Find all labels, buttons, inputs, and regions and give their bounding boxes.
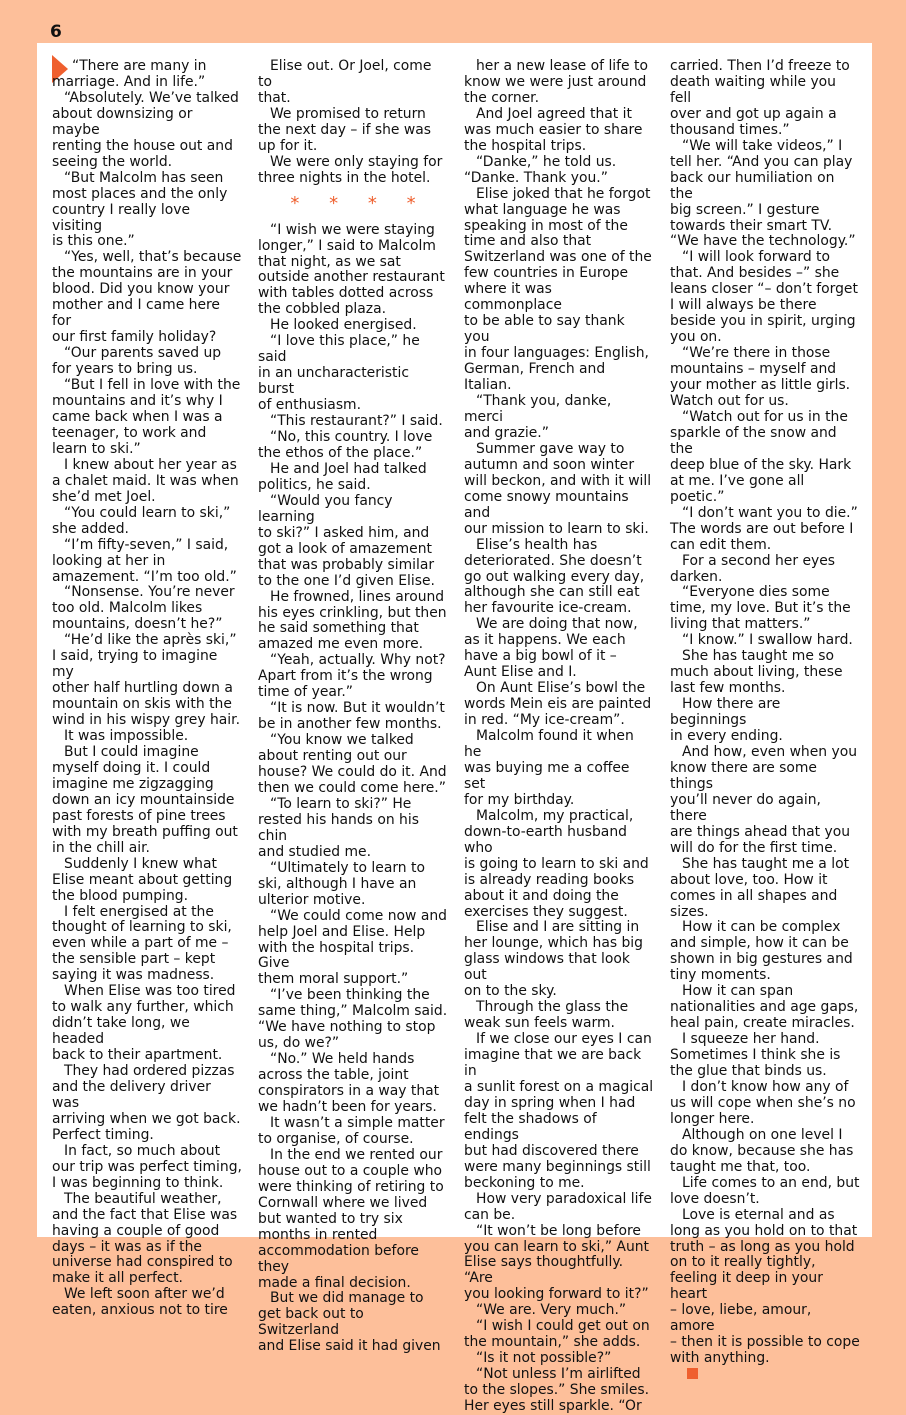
paragraph: Elise out. Or Joel, come to that.	[258, 58, 432, 106]
paragraph: “There are many in marriage. And in life.”	[52, 58, 207, 90]
end-of-story-mark	[687, 1368, 698, 1379]
paragraph: Malcolm found it when he was buying me a coffee set for my birthday.	[464, 728, 634, 808]
paragraph: She has taught me a lot about love, too. How it comes in all shapes and sizes.	[670, 855, 850, 920]
paragraph: And Joel agreed that it was much easier to share the hospital trips.	[464, 105, 643, 154]
paragraph: Life comes to an end, but love doesn’t.	[670, 1174, 860, 1207]
paragraph: How there are beginnings in every ending.	[670, 696, 783, 745]
paragraph: I don’t know how any of us will cope when she’s no longer here.	[670, 1079, 856, 1127]
paragraph: her a new lease of life to know we were just around the corner.	[464, 58, 648, 106]
paragraph: If we close our eyes I can imagine that we are back in a sunlit forest on a magical day in spring when I had felt the shadows of endings but had discovered there were many beginnings still beckoning to me.	[464, 1031, 654, 1191]
paragraph: “Watch out for us in the sparkle of the snow and the deep blue of the sky. Hark at me. I’ve gone all poetic.”	[670, 408, 852, 505]
paragraph: It was impossible.	[64, 728, 189, 745]
paragraph: For a second her eyes darken.	[670, 552, 836, 585]
paragraph: Elise joked that he forgot what language he was speaking in most of the time and also that Switzerland was one of the few countries in Europe where it was commonplace to be able to say thank you in four languages: English, German, French and Italian.	[464, 185, 652, 394]
paragraph: “I will look forward to that. And besides –” she leans closer “– don’t forget I will always be there beside you in spirit, urging you on.	[670, 249, 858, 346]
paragraph: “I love this place,” he said in an uncharacteristic burst of enthusiasm.	[258, 333, 420, 414]
paragraph: “We’re there in those mountains – myself and your mother as little girls. Watch out for us.	[670, 345, 851, 410]
paragraph: carried. Then I’d freeze to death waiting while you fell over and got up again a thousand times.”	[670, 58, 850, 138]
paragraph: “This restaurant?” I said.	[270, 413, 443, 430]
paragraph: I squeeze her hand. Sometimes I think she is the glue that binds us.	[670, 1031, 841, 1080]
paragraph: We are doing that now, as it happens. We each have a big bowl of it – Aunt Elise and I.	[464, 616, 638, 681]
text-column-4	[670, 59, 860, 1383]
paragraph: He and Joel had talked politics, he said.	[258, 460, 427, 493]
paragraph: “He’d like the après ski,” I said, trying to imagine my other half hurtling down a mountain on skis with the wind in his wispy grey hair.	[52, 632, 240, 729]
paragraph: In fact, so much about our trip was perfect timing, I was beginning to think.	[52, 1142, 242, 1191]
paragraph: “Would you fancy learning to ski?” I asked him, and got a look of amazement that was probably similar to the one I’d given Elise.	[258, 492, 435, 589]
paragraph: And how, even when you know there are some things you’ll never do again, there are things ahead that you will do for the first time.	[670, 743, 858, 856]
paragraph: But we did manage to get back out to Switzerland and Elise said it had given	[258, 1290, 441, 1355]
paragraph: We promised to return the next day – if she was up for it.	[258, 105, 432, 154]
paragraph: I felt energised at the thought of learning to ski, even while a part of me – the sensible part – kept saying it was madness.	[52, 903, 232, 984]
paragraph: “It is now. But it wouldn’t be in another few months.	[258, 700, 445, 733]
paragraph: “But I fell in love with the mountains and it’s why I came back when I was a teenager, to work and learn to ski.”	[52, 377, 241, 457]
section-separator: * * * *	[290, 192, 428, 214]
paragraph: “I don’t want you to die.” The words are out before I can edit them.	[670, 504, 858, 553]
paragraph: “But Malcolm has seen most places and the only country I really love visiting is this one.”	[52, 169, 228, 250]
last-paragraph	[670, 1367, 860, 1383]
paragraph: “Our parents saved up for years to bring us.	[52, 345, 222, 378]
paragraph: “Nonsense. You’re never too old. Malcolm likes mountains, doesn’t he?”	[52, 584, 235, 633]
paragraph: He frowned, lines around his eyes crinkling, but then he said something that amazed me even more.	[258, 588, 447, 653]
paragraph: How it can be complex and simple, how it can be shown in big gestures and tiny moments.	[670, 919, 853, 984]
paragraph: “Everyone dies some time, my love. But it’s the living that matters.”	[670, 584, 851, 633]
paragraph: “It won’t be long before you can learn to ski,” Aunt Elise says thoughtfully. “Are you looking forward to it?”	[464, 1222, 649, 1303]
paragraph: Although on one level I do know, because she has taught me that, too.	[670, 1126, 854, 1175]
paragraph: I knew about her year as a chalet maid. It was when she’d met Joel.	[52, 456, 239, 505]
paragraph: “Yeah, actually. Why not? Apart from it’s the wrong time of year.”	[258, 652, 446, 701]
paragraph: “Thank you, danke, merci and grazie.”	[464, 393, 612, 441]
paragraph: “Is it not possible?”	[476, 1350, 612, 1367]
paragraph: In the end we rented our house out to a couple who were thinking of retiring to Cornwall where we lived but wanted to try six months in rented accommodation before they made a final decision.	[258, 1146, 444, 1291]
paragraph: “Absolutely. We’ve talked about downsizing or maybe renting the house out and seeing the world.	[52, 89, 239, 170]
paragraph: Summer gave way to autumn and soon winter will beckon, and with it will come snowy mountains and our mission to learn to ski.	[464, 440, 652, 537]
paragraph: Suddenly I knew what Elise meant about getting the blood pumping.	[52, 855, 233, 904]
paragraph: They had ordered pizzas and the delivery driver was arriving when we got back. Perfect timing.	[52, 1063, 241, 1143]
paragraph: How very paradoxical life can be.	[464, 1190, 652, 1223]
text-column-3	[464, 59, 654, 1415]
paragraph: The beautiful weather, and the fact that Elise was having a couple of good days – it was as if the universe had conspired to make it all perfect.	[52, 1190, 238, 1287]
paragraph: “We will take videos,” I tell her. “And you can play back our humiliation on the big screen.” I gesture towards their smart TV. “We have the technology.”	[670, 137, 856, 250]
paragraph: Elise and I are sitting in her lounge, which has big glass windows that look out on to the sky.	[464, 919, 643, 1000]
paragraph: “You know we talked about renting out our house? We could do it. And then we could come here.”	[258, 732, 447, 796]
text-column-1	[52, 59, 242, 1319]
text-column-2	[258, 59, 448, 1355]
paragraph: “To learn to ski?” He rested his hands on his chin and studied me.	[258, 795, 419, 860]
paragraph: She has taught me so much about living, these last few months.	[670, 648, 843, 697]
paragraph: “Yes, well, that’s because the mountains are in your blood. Did you know your mother and I came here for our first family holiday?	[52, 249, 242, 346]
paragraph: “No, this country. I love the ethos of the place.”	[258, 429, 433, 461]
paragraph: On Aunt Elise’s bowl the words Mein eis are painted in red. “My ice-cream”.	[464, 680, 652, 729]
paragraph: “I know.” I swallow hard.	[682, 632, 853, 649]
paragraph: But I could imagine myself doing it. I could imagine me zigzagging down an icy mountainside past forests of pine trees with my breath puffing out in the chill air.	[52, 743, 238, 856]
paragraph: How it can span nationalities and age gaps, heal pain, create miracles.	[670, 983, 859, 1032]
paragraph: “I wish I could get out on the mountain,” she adds.	[464, 1318, 650, 1351]
paragraph: “No.” We held hands across the table, joint conspirators in a way that we hadn’t been for years.	[258, 1051, 440, 1116]
paragraph: It wasn’t a simple matter to organise, of course.	[258, 1115, 445, 1147]
paragraph: “Danke,” he told us. “Danke. Thank you.”	[464, 153, 617, 186]
paragraph: He looked energised.	[270, 317, 417, 334]
paragraph: “You could learn to ski,” she added.	[52, 504, 231, 537]
paragraph: “I’m fifty-seven,” I said, looking at her in amazement. “I’m too old.”	[52, 536, 237, 585]
paragraph: Through the glass the weak sun feels warm.	[464, 999, 629, 1032]
paragraph: “Not unless I’m airlifted to the slopes.” She smiles. Her eyes still sparkle. “Or	[464, 1366, 650, 1415]
paragraph: When Elise was too tired to walk any further, which didn’t take long, we headed back to their apartment.	[52, 983, 236, 1064]
paragraph: “We could come now and help Joel and Elise. Help with the hospital trips. Give them moral support.”	[258, 907, 447, 988]
paragraph: We left soon after we’d eaten, anxious not to tire	[52, 1286, 228, 1319]
paragraph: We were only staying for three nights in the hotel.	[258, 153, 443, 186]
paragraph: “We are. Very much.”	[476, 1302, 627, 1319]
paragraph: “Ultimately to learn to ski, although I have an ulterior motive.	[258, 859, 425, 908]
page-number: 6	[50, 22, 62, 42]
paragraph: Malcolm, my practical, down-to-earth husband who is going to learn to ski and is already reading books about it and doing the exercises they suggest.	[464, 807, 649, 920]
paragraph: Elise’s health has deteriorated. She doesn’t go out walking every day, although she can still eat her favourite ice-cream.	[464, 536, 645, 617]
paragraph: Love is eternal and as long as you hold on to that truth – as long as you hold on to it really tightly, feeling it deep in your heart – love, liebe, amour, amore – then it is possible to cope with anything.	[670, 1206, 860, 1367]
paragraph: “I wish we were staying longer,” I said to Malcolm that night, as we sat outside another restaurant with tables dotted across the cobbled plaza.	[258, 221, 445, 318]
paragraph: “I’ve been thinking the same thing,” Malcolm said. “We have nothing to stop us, do we?”	[258, 987, 448, 1052]
